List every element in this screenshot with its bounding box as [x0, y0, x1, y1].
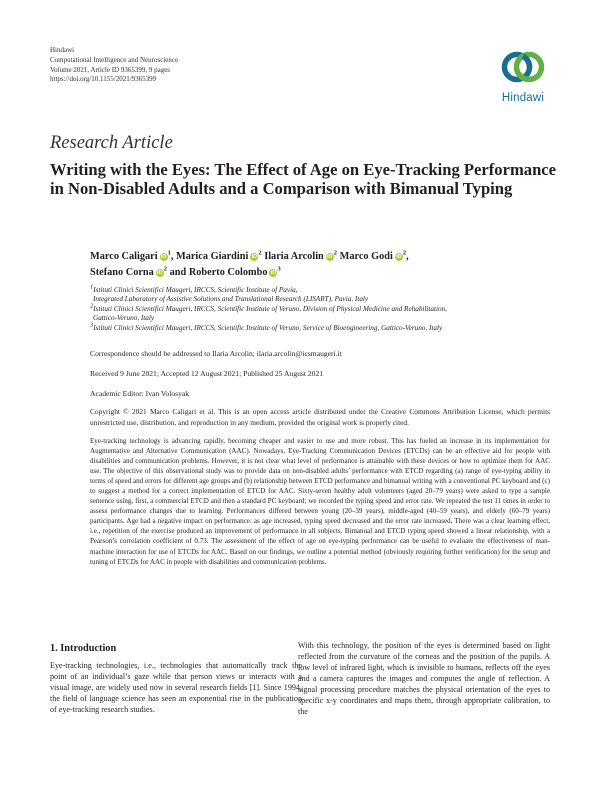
affiliation-text: Istituti Clinici Scientifici Maugeri, IRCCS, Scientific Institute of Veruno, Division of Physical Medicine and Rehabilitation,	[93, 304, 447, 313]
author-name[interactable]: Marica Giardini	[176, 251, 249, 262]
correspondence: Correspondence should be addressed to Ilaria Arcolin; ilaria.arcolin@icsmaugeri.it	[90, 349, 342, 358]
affiliation-marker: 3	[277, 265, 281, 273]
affiliation-line	[90, 314, 535, 323]
journal-header	[50, 46, 178, 85]
hindawi-logo	[497, 46, 549, 104]
affiliation-text: Gattico-Veruno, Italy	[93, 314, 155, 323]
affiliation-marker: 2	[333, 249, 338, 257]
affiliation-line	[90, 283, 535, 295]
author-name[interactable]: Marco Godi	[339, 251, 393, 262]
affiliation-line	[90, 295, 535, 304]
orcid-icon[interactable]: iD	[160, 254, 167, 260]
affiliation-line	[90, 302, 535, 314]
article-type: Research Article	[50, 133, 173, 153]
intro-right-column: With this technology, the position of the eyes is determined based on light reflected from the curvature of the corneas and the position of the pupils. A low level of infrared light, which is invisible to humans, reflects off the eyes and a camera captures the images and computes the angle of reflection. A signal processing procedure matches the physical orientation of the eyes to specific x-y coordinates and maps them, through appropriate calibration, to the	[298, 641, 550, 717]
hindawi-rings-logo-icon	[497, 46, 549, 86]
journal-name: Computational Intelligence and Neuroscience	[50, 55, 179, 64]
doi-link[interactable]: https://doi.org/10.1155/2021/9365399	[50, 75, 157, 84]
affiliation-marker: 2	[258, 249, 262, 257]
author-name[interactable]: Ilaria Arcolin	[264, 251, 324, 262]
copyright-notice: Copyright © 2021 Marco Caligari et al. This is an open access article distributed under the Creative Commons Attribution License, which permits unrestricted use, distribution, and reproduction in any medium, provided the original work is properly cited.	[90, 407, 550, 427]
volume-line: Volume 2021, Article ID 9365399, 9 pages	[50, 65, 171, 74]
affiliation-number: 3	[90, 321, 94, 329]
author-name[interactable]: Roberto Colombo	[188, 266, 268, 278]
affiliation-line	[90, 321, 535, 333]
affiliation-text: Istituti Clinici Scientifici Maugeri, IRCCS, Scientific Institute of Veruno, Service of Bioengineering, Gattico-Veruno, Italy	[93, 323, 443, 332]
dates-line: Received 9 June 2021; Accepted 12 August 2021; Published 25 August 2021	[90, 369, 324, 378]
author-name[interactable]: Stefano Corna	[90, 266, 154, 278]
affiliation-marker: 2	[402, 249, 407, 257]
intro-left-column: Eye-tracking technologies, i.e., technologies that automatically track the point of an individual’s gaze while that person views or interacts with a visual image, are widely used now in several research fields [1]. Since 1994, the field of language science has seen an exponential rise in the publication of eye-tracking research studies.	[50, 661, 302, 715]
academic-editor: Academic Editor: Ivan Volosyak	[90, 389, 190, 398]
orcid-icon[interactable]: iD	[327, 254, 333, 260]
affiliations	[90, 283, 535, 333]
affiliation-marker: 2	[163, 265, 168, 273]
affiliation-text: Integrated Laboratory of Assistive Solutions and Translational Research (LISART), Pavia, Italy	[93, 295, 369, 304]
publisher-name: Hindawi	[50, 46, 75, 54]
affiliation-number: 2	[90, 302, 94, 310]
orcid-icon[interactable]: iD	[396, 254, 402, 260]
author-list: Marco Caligari $iD^1$, Marica Giardini $iD^2$ Ilaria Arcolin $iD^2$ Marco Godi $iD^2$, Stefano Corna $iD^2$ and Roberto Colombo $iD^3$	[90, 249, 409, 278]
abstract: Eye-tracking technology is advancing rapidly, becoming cheaper and easier to use and more robust. This has fueled an increase in its implementation for Augmentative and Alternative Communication (AAC). Nowadays, Eye-Tracking Communication Devices (ETCDs) can be an effective aid for people with disabilities and communication problems. However, it is not clear what level of performance is attainable with these devices or how to optimize them for AAC use. The objective of this observational study was to provide data on non-disabled adults’ performance with ETCD regarding (a) range of eye-typing ability in terms of speed and errors for different age groups and (b) relationship between ETCD performance and bimanual writing with a conventional PC keyboard and (c) to suggest a method for a correct implementation of ETCD for AAC. Sixty-seven healthy adult volunteers (aged 20–79 years) were asked to type a sample sentence using, first, a commercial ETCD and then a standard PC keyboard; we recorded the typing speed and error rate. We repeated the test 11 times in order to assess performance changes due to learning. Performances differed between young (20–39 years), middle-aged (40–59 years), and elderly (60–79 years) participants. Age had a negative impact on performance: as age increased, typing speed decreased and the error rate increased. There was a clear learning effect, i.e., repetition of the exercise produced an improvement of performance in all subjects. Bimanual and ETCD typing speed showed a linear relationship, with a Pearson’s correlation coefficient of 0.73. The assessment of the effect of age on eye-typing performance can be useful to evaluate the effectiveness of man-machine interaction for use of ETCDs for AAC. Based on our findings, we outline a potential method (obviously requiring further verification) for the setup and tuning of ETCDs for AAC in people with disabilities and communication problems.	[90, 437, 550, 566]
orcid-icon[interactable]: iD	[157, 269, 163, 276]
orcid-icon[interactable]: iD	[270, 269, 277, 276]
affiliation-number: 1	[90, 283, 94, 291]
section-heading: 1. Introduction	[50, 643, 117, 654]
article-title: Writing with the Eyes: The Effect of Age on Eye-Tracking Performance in Non-Disabled Adults and a Comparison with Bimanual Typing	[50, 160, 557, 199]
orcid-icon[interactable]: iD	[251, 254, 258, 260]
logo-text: Hindawi	[501, 92, 545, 104]
author-name[interactable]: Marco Caligari	[90, 251, 158, 262]
affiliation-text: Istituti Clinici Scientifici Maugeri, IRCCS, Scientific Institute of Pavia,	[93, 286, 298, 294]
affiliation-marker: 1	[167, 249, 171, 257]
